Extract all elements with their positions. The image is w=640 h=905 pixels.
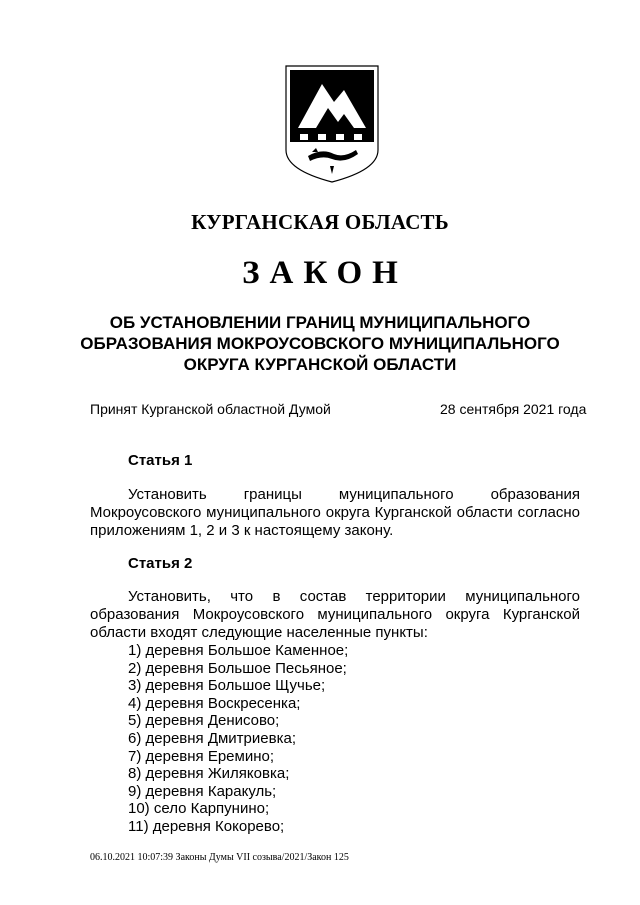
footer-stamp: 06.10.2021 10:07:39 Законы Думы VII созыва/2021/Закон 125 <box>90 852 349 863</box>
article-1-text: Установить границы муниципального образования Мокроусовского муниципального округа Курганской области согласно приложениям 1, 2 и 3 к настоящему закону. <box>90 486 580 539</box>
list-item: 5) деревня Денисово; <box>128 712 280 730</box>
document-type-title: ЗАКОН <box>242 255 408 291</box>
article-2-title: Статья 2 <box>128 555 193 572</box>
list-item: 1) деревня Большое Каменное; <box>128 642 349 659</box>
subject-line: ОБ УСТАНОВЛЕНИИ ГРАНИЦ МУНИЦИПАЛЬНОГО <box>109 313 531 332</box>
list-item: 8) деревня Жиляковка; <box>128 765 290 783</box>
list-item: 4) деревня Воскресенка; <box>128 694 301 712</box>
region-title: КУРГАНСКАЯ ОБЛАСТЬ <box>191 210 449 234</box>
coat-of-arms-icon <box>282 62 382 186</box>
list-item: 2) деревня Большое Песьяное; <box>128 659 347 677</box>
law-subject-title <box>60 312 580 375</box>
list-item: 11) деревня Кокорево; <box>128 817 285 835</box>
article-2-text: Установить, что в состав территории муниципального образования Мокроусовского муниципального округа Курганской области входят следующие населенные пункты: <box>90 588 580 641</box>
list-item: 9) деревня Каракуль; <box>128 782 277 800</box>
article-1-title: Статья 1 <box>128 452 193 469</box>
subject-line: ОБРАЗОВАНИЯ МОКРОУСОВСКОГО МУНИЦИПАЛЬНОГО <box>80 334 560 353</box>
subject-line: ОКРУГА КУРГАНСКОЙ ОБЛАСТИ <box>183 355 457 374</box>
settlement-list <box>128 642 348 836</box>
adopted-by: Принят Курганской областной Думой <box>90 401 331 417</box>
list-item: 3) деревня Большое Щучье; <box>128 677 326 695</box>
list-item: 6) деревня Дмитриевка; <box>128 729 296 747</box>
adoption-date: 28 сентября 2021 года <box>440 401 587 417</box>
list-item: 7) деревня Еремино; <box>128 747 275 765</box>
list-item: 10) село Карпунино; <box>128 800 270 818</box>
